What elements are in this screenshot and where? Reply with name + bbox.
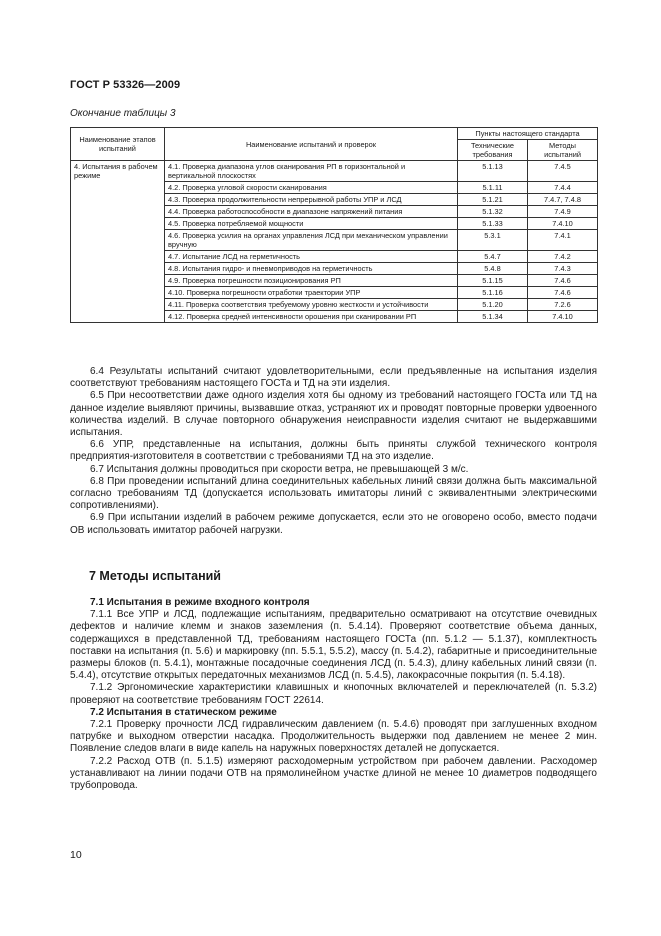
method-cell: 7.4.10: [528, 218, 598, 230]
method-cell: 7.2.6: [528, 299, 598, 311]
tech-cell: 5.1.21: [458, 194, 528, 206]
subsection-7-1-title: 7.1 Испытания в режиме входного контроля: [90, 597, 310, 608]
test-name-cell: 4.3. Проверка продолжительности непрерывной работы УПР и ЛСД: [165, 194, 458, 206]
test-name-cell: 4.7. Испытание ЛСД на герметичность: [165, 251, 458, 263]
method-cell: 7.4.5: [528, 161, 598, 182]
table-caption: Окончание таблицы 3: [70, 108, 176, 119]
test-name-cell: 4.2. Проверка угловой скорости сканирования: [165, 182, 458, 194]
section-6-continuation: [70, 366, 597, 537]
paragraph-6-9: 6.9 При испытании изделий в рабочем режиме допускается, если это не оговорено особо, вместо подачи ОВ использовать имитатор рабочей нагрузки.: [70, 512, 597, 536]
tech-cell: 5.1.20: [458, 299, 528, 311]
tech-cell: 5.1.33: [458, 218, 528, 230]
table-row: [71, 161, 598, 182]
test-name-cell: 4.5. Проверка потребляемой мощности: [165, 218, 458, 230]
test-name-cell: 4.10. Проверка погрешности отработки траектории УПР: [165, 287, 458, 299]
section-7-title: 7 Методы испытаний: [89, 569, 221, 583]
header-points: Пункты настоящего стандарта: [458, 128, 598, 140]
method-cell: 7.4.6: [528, 287, 598, 299]
tech-cell: 5.1.32: [458, 206, 528, 218]
method-cell: 7.4.3: [528, 263, 598, 275]
section-7-body: [70, 597, 597, 792]
paragraph-6-4: 6.4 Результаты испытаний считают удовлетворительными, если предъявленные на испытания изделия соответствуют требованиям настоящего ГОСТа и ТД на эти изделия.: [70, 366, 597, 390]
test-name-cell: 4.4. Проверка работоспособности в диапазоне напряжений питания: [165, 206, 458, 218]
header-methods: Методы испытаний: [528, 140, 598, 161]
tech-cell: 5.1.15: [458, 275, 528, 287]
header-tech: Технические требования: [458, 140, 528, 161]
table-body: [71, 161, 598, 323]
test-name-cell: 4.9. Проверка погрешности позиционирования РП: [165, 275, 458, 287]
method-cell: 7.4.6: [528, 275, 598, 287]
test-name-cell: 4.12. Проверка средней интенсивности орошения при сканировании РП: [165, 311, 458, 323]
paragraph-7-1-2: 7.1.2 Эргономические характеристики клавишных и кнопочных включателей и переключателей (п. 5.3.2) проверяют на соответствие требованиям ГОСТ 22614.: [70, 682, 597, 706]
table-header-row: [71, 128, 598, 140]
header-stage: Наименование этапов испытаний: [71, 128, 165, 161]
test-name-cell: 4.6. Проверка усилия на органах управления ЛСД при механическом управлении вручную: [165, 230, 458, 251]
tech-cell: 5.3.1: [458, 230, 528, 251]
test-name-cell: 4.1. Проверка диапазона углов сканирования РП в горизонтальной и вертикальной плоскостях: [165, 161, 458, 182]
paragraph-7-1-1: 7.1.1 Все УПР и ЛСД, подлежащие испытаниям, предварительно осматривают на отсутствие очевидных дефектов и наличие клемм и знаков заземления (п. 5.4.14). Проверяют соответствие объема данных, содержащихся в представленной ТД, требованиям настоящего ГОСТа (пп. 5.1.2 — 5.1.37), комплектность поставки на испытания (п. 5.6) и маркировку (пп. 5.5.1, 5.5.2), массу (п. 5.4.2), габаритные и присоединительные размеры блоков (п. 5.4.1), монтажные посадочные соединения ЛСД (п. 5.4.3), длину кабельных линий связи (п. 5.4.4), отсутствие открытых передаточных механизмов ЛСД (п. 5.4.5), лакокрасочные покрытия (п. 5.4.18).: [70, 609, 597, 682]
paragraph-7-2-2: 7.2.2 Расход ОТВ (п. 5.1.5) измеряют расходомерным устройством при рабочем давлении. Расходомер устанавливают на линии подачи ОТВ на прямолинейном участке длиной не менее 10 диаметров подводящего трубопровода.: [70, 755, 597, 792]
header-test: Наименование испытаний и проверок: [165, 128, 458, 161]
method-cell: 7.4.1: [528, 230, 598, 251]
paragraph-6-5: 6.5 При несоответствии даже одного изделия хотя бы одному из требований настоящего ГОСТа или ТД на данное изделие выявляют причины, вызвавшие отказ, устраняют их и проводят повторные проверки удвоенного количества изделий. В случае повторного обнаружения неисправности изделия считают не выдержавшими испытания.: [70, 390, 597, 439]
paragraph-6-8: 6.8 При проведении испытаний длина соединительных кабельных линий связи должна быть максимальной согласно требованиям ТД (допускается использовать имитаторы линий с эквивалентными электрическими сопротивлениями).: [70, 475, 597, 512]
test-name-cell: 4.11. Проверка соответствия требуемому уровню жесткости и устойчивости: [165, 299, 458, 311]
paragraph-7-2-1: 7.2.1 Проверку прочности ЛСД гидравлическим давлением (п. 5.4.6) проводят при заглушенных входном патрубке и выходном отверстии насадка. Продолжительность выдержки под давлением не менее 2 мин. Появление следов влаги в виде капель на наружных поверхностях деталей не допускается.: [70, 719, 597, 755]
tech-cell: 5.1.34: [458, 311, 528, 323]
stage-cell: 4. Испытания в рабочем режиме: [71, 161, 165, 323]
tech-cell: 5.4.8: [458, 263, 528, 275]
document-header: ГОСТ Р 53326—2009: [70, 79, 181, 91]
method-cell: 7.4.7, 7.4.8: [528, 194, 598, 206]
method-cell: 7.4.10: [528, 311, 598, 323]
method-cell: 7.4.4: [528, 182, 598, 194]
tech-cell: 5.1.16: [458, 287, 528, 299]
tech-cell: 5.1.13: [458, 161, 528, 182]
method-cell: 7.4.2: [528, 251, 598, 263]
tests-table: [70, 127, 598, 323]
tech-cell: 5.4.7: [458, 251, 528, 263]
method-cell: 7.4.9: [528, 206, 598, 218]
tech-cell: 5.1.11: [458, 182, 528, 194]
page-number: 10: [70, 849, 82, 861]
paragraph-6-6: 6.6 УПР, представленные на испытания, должны быть приняты службой технического контроля предприятия-изготовителя в соответствии с требованиями ТД на это изделие.: [70, 439, 597, 463]
test-name-cell: 4.8. Испытания гидро- и пневмоприводов на герметичность: [165, 263, 458, 275]
paragraph-6-7: 6.7 Испытания должны проводиться при скорости ветра, не превышающей 3 м/с.: [90, 463, 469, 475]
subsection-7-2-title: 7.2 Испытания в статическом режиме: [90, 706, 277, 718]
